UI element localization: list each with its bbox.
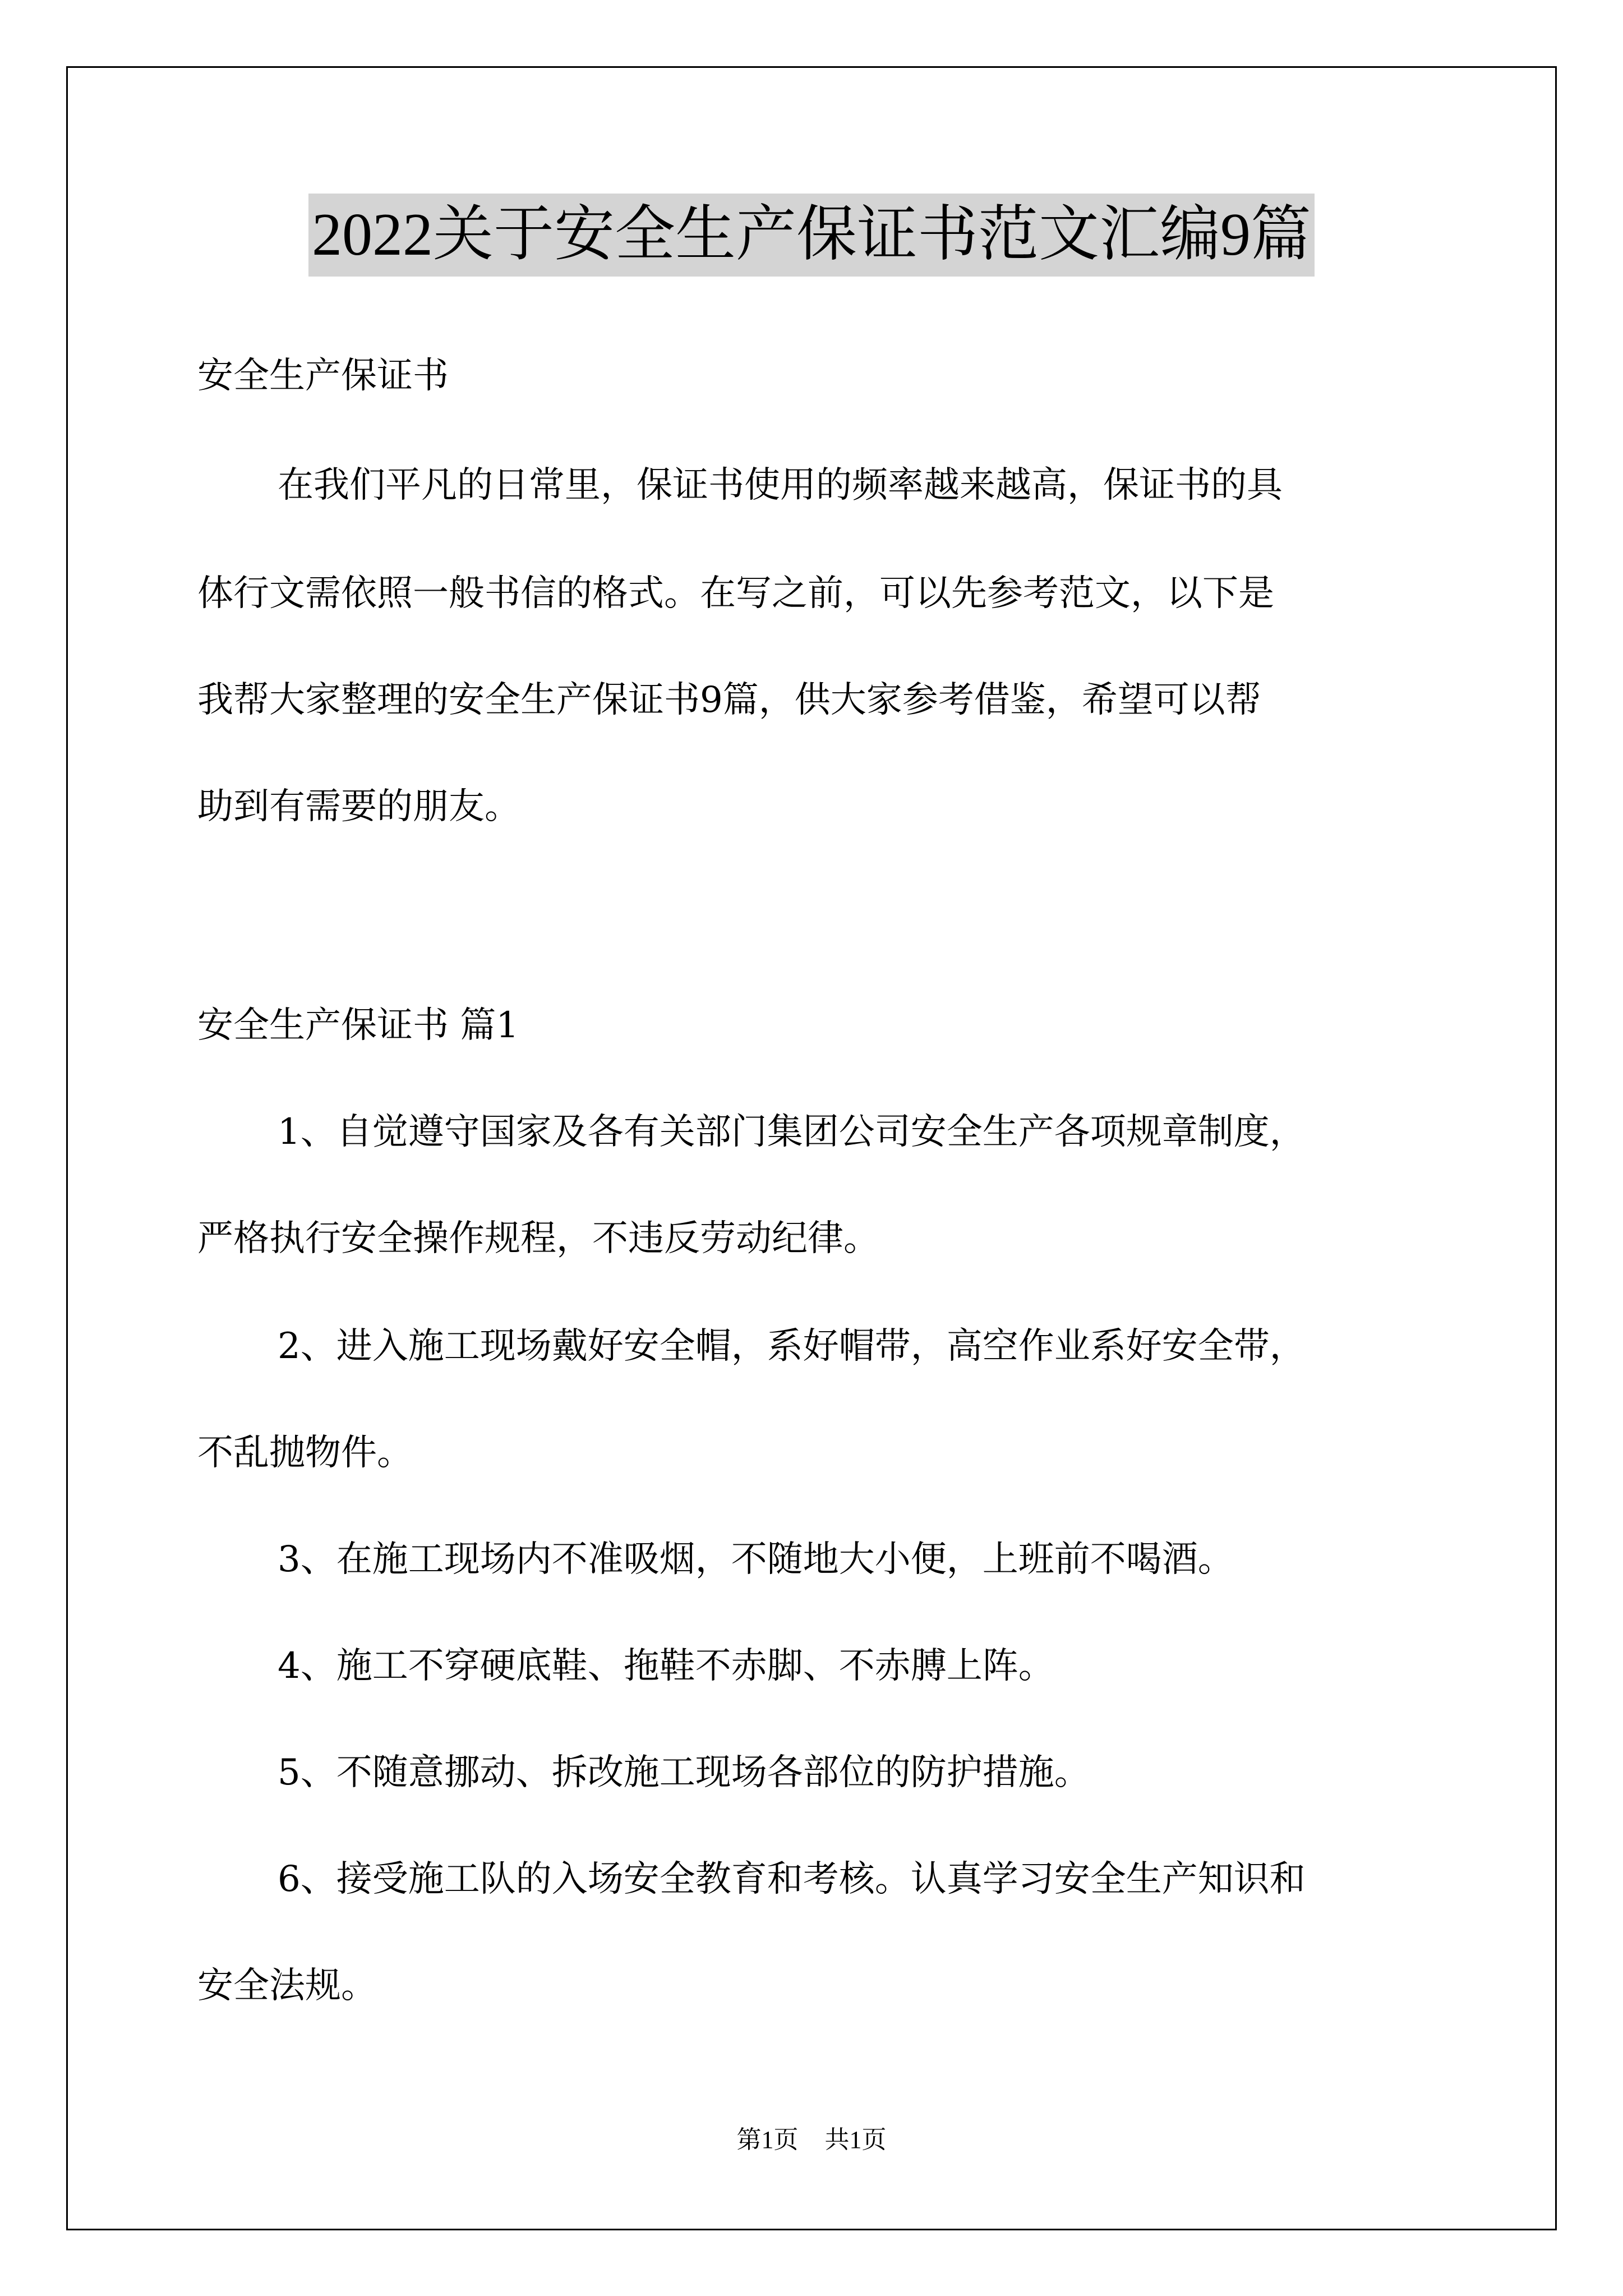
list-item: 3、在施工现场内不准吸烟，不随地大小便，上班前不喝酒。 [278, 1539, 1234, 1580]
page-footer [0, 2119, 1623, 2155]
list-item: 不乱抛物件。 [197, 1432, 413, 1474]
intro-line: 助到有需要的朋友。 [197, 786, 520, 827]
list-item: 严格执行安全操作规程，不违反劳动纪律。 [197, 1218, 879, 1259]
list-item: 1、自觉遵守国家及各有关部门集团公司安全生产各项规章制度， [278, 1111, 1306, 1153]
list-item: 安全法规。 [197, 1965, 377, 2007]
list-item: 5、不随意挪动、拆改施工现场各部位的防护措施。 [278, 1752, 1090, 1793]
document-title: 2022关于安全生产保证书范文汇编9篇 [308, 194, 1315, 277]
page-number: 第1页 [736, 2126, 799, 2154]
list-item: 6、接受施工队的入场安全教育和考核。认真学习安全生产知识和 [278, 1858, 1306, 1900]
intro-line: 体行文需依照一般书信的格式。在写之前，可以先参考范文，以下是 [197, 573, 1274, 614]
intro-heading: 安全生产保证书 [197, 355, 449, 397]
list-item: 2、进入施工现场戴好安全帽，系好帽带，高空作业系好安全带， [278, 1326, 1306, 1367]
page-total: 共1页 [824, 2126, 887, 2154]
section-heading: 安全生产保证书 篇1 [197, 1005, 519, 1046]
title-container [0, 194, 1623, 277]
intro-line: 我帮大家整理的安全生产保证书9篇，供大家参考借鉴，希望可以帮 [197, 679, 1261, 721]
intro-line: 在我们平凡的日常里，保证书使用的频率越来越高，保证书的具 [278, 464, 1283, 506]
list-item: 4、施工不穿硬底鞋、拖鞋不赤脚、不赤膊上阵。 [278, 1645, 1054, 1687]
